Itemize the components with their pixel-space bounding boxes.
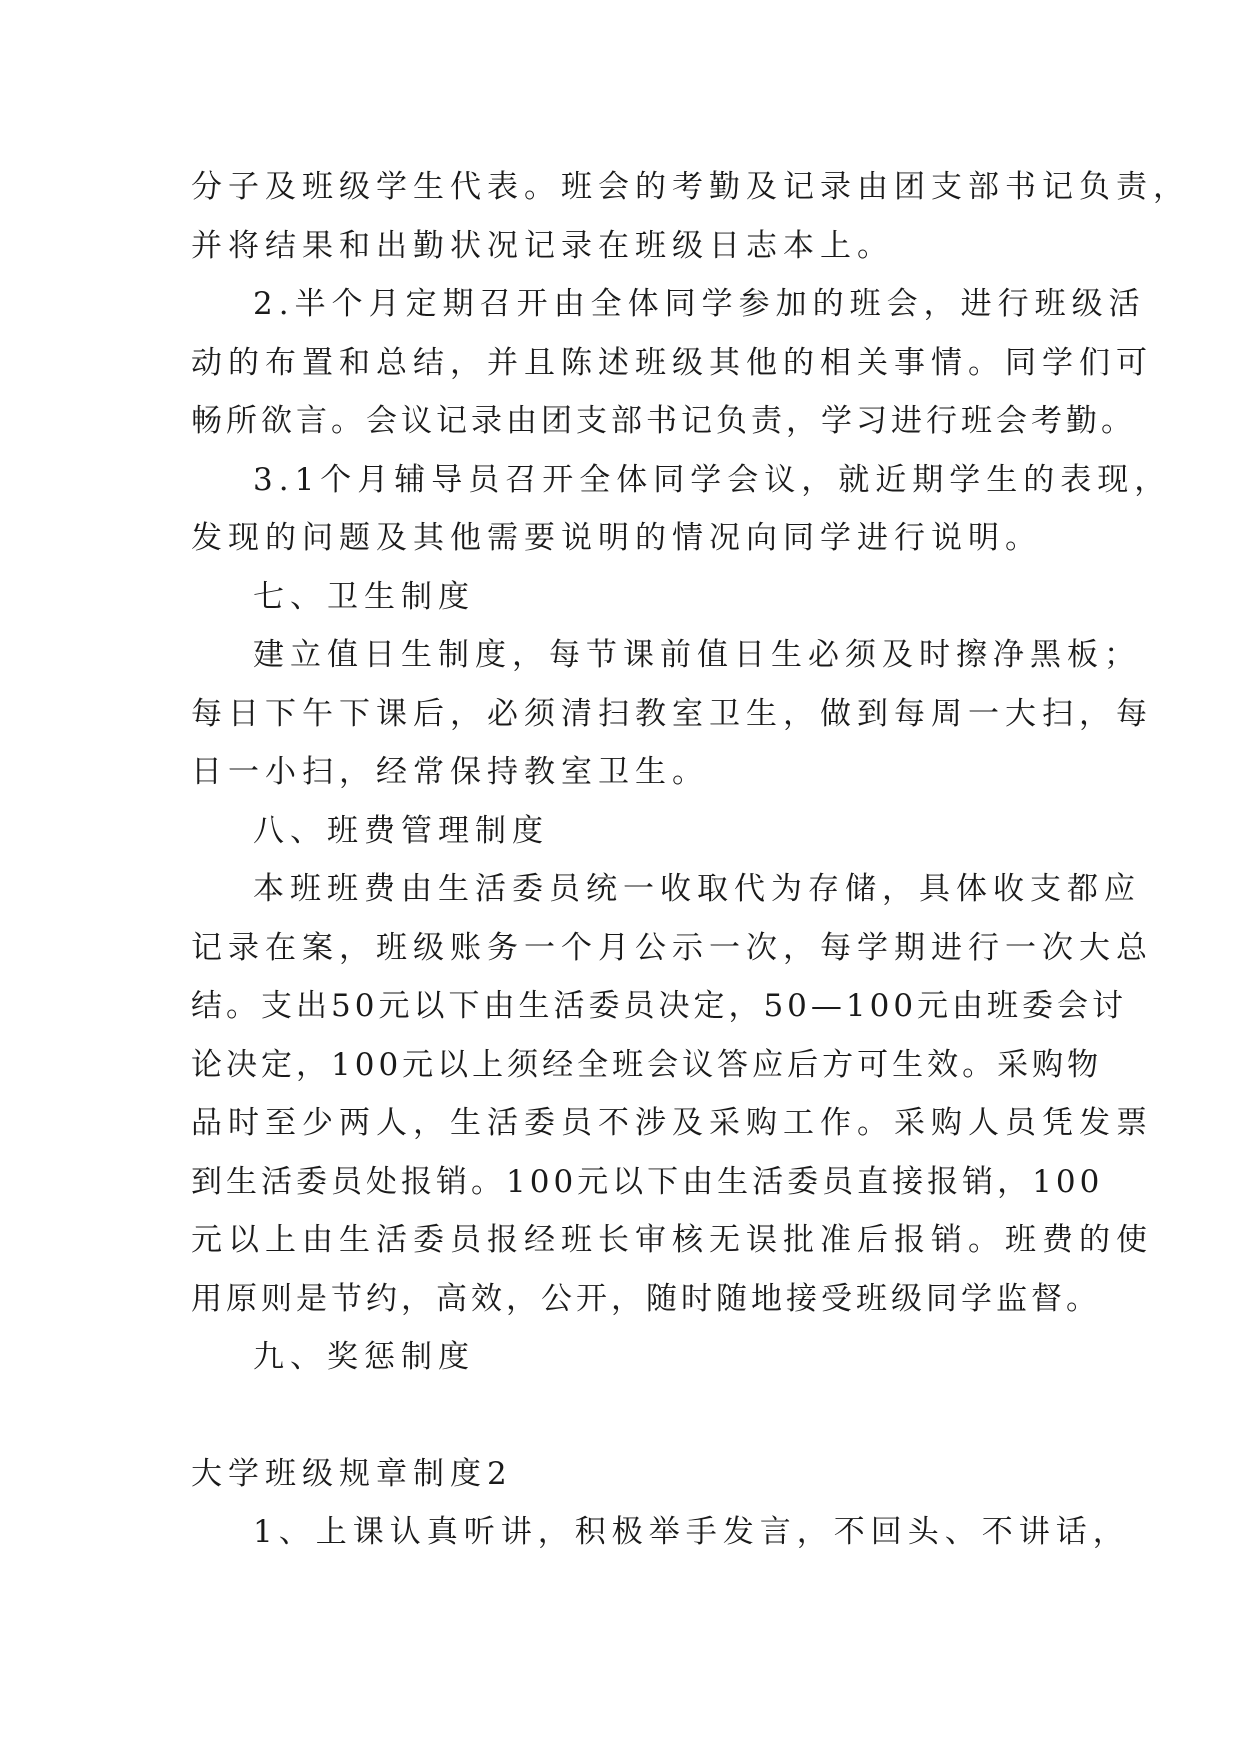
section-heading: 九、奖惩制度 <box>253 1339 475 1375</box>
paragraph-line: 论决定，100元以上须经全班会议答应后方可生效。采购物 <box>191 1046 1103 1083</box>
paragraph-line: 发现的问题及其他需要说明的情况向同学进行说明。 <box>191 520 1042 556</box>
paragraph-line: 记录在案，班级账务一个月公示一次，每学期进行一次大总 <box>191 929 1153 966</box>
paragraph-line: 分子及班级学生代表。班会的考勤及记录由团支部书记负责， <box>191 169 1190 205</box>
paragraph-line: 并将结果和出勤状况记录在班级日志本上。 <box>191 227 894 264</box>
paragraph-line: 元以上由生活委员报经班长审核无误批准后报销。班费的使 <box>191 1222 1153 1258</box>
paragraph-line: 每日下午下课后，必须清扫教室卫生，做到每周一大扫，每 <box>191 695 1153 732</box>
paragraph-line: 日一小扫，经常保持教室卫生。 <box>191 754 709 790</box>
paragraph-line: 3.1个月辅导员召开全体同学会议，就近期学生的表现， <box>253 461 1172 498</box>
paragraph-line: 到生活委员处报销。100元以下由生活委员直接报销，100 <box>191 1163 1104 1200</box>
paragraph-line: 本班班费由生活委员统一收取代为存储，具体收支都应 <box>253 871 1141 907</box>
section-heading: 八、班费管理制度 <box>253 812 549 849</box>
paragraph-line: 用原则是节约，高效，公开，随时随地接受班级同学监督。 <box>191 1280 1101 1317</box>
paragraph-line: 品时至少两人，生活委员不涉及采购工作。采购人员凭发票 <box>191 1105 1153 1141</box>
paragraph-line: 畅所欲言。会议记录由团支部书记负责，学习进行班会考勤。 <box>191 403 1136 439</box>
section-heading: 七、卫生制度 <box>253 578 475 615</box>
document-section-title: 大学班级规章制度2 <box>191 1455 513 1492</box>
paragraph-line: 2.半个月定期召开由全体同学参加的班会，进行班级活 <box>253 286 1146 322</box>
paragraph-line: 建立值日生制度，每节课前值日生必须及时擦净黑板； <box>253 637 1141 673</box>
document-page <box>191 158 1190 1562</box>
paragraph-line: 1、上课认真听讲，积极举手发言，不回头、不讲话， <box>253 1514 1130 1550</box>
paragraph-line: 结。支出50元以下由生活委员决定，50—100元由班委会讨 <box>191 988 1128 1024</box>
section-spacer <box>191 1387 1081 1445</box>
paragraph-line: 动的布置和总结，并且陈述班级其他的相关事情。同学们可 <box>191 344 1153 381</box>
